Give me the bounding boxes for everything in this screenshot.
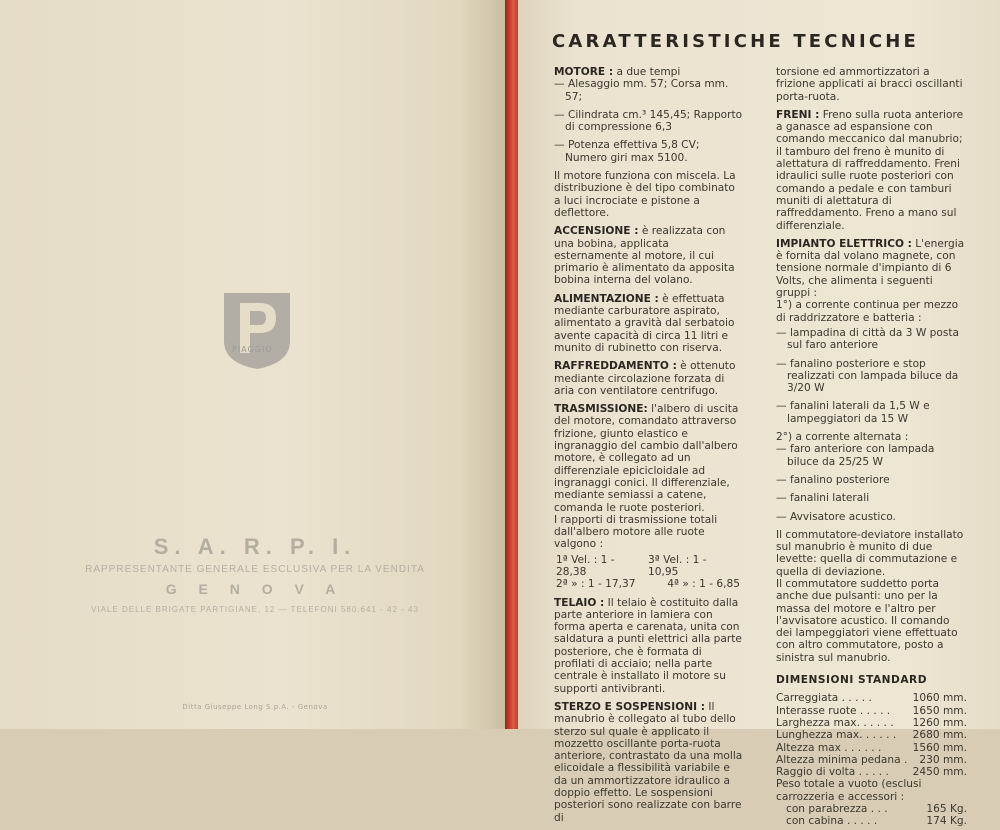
motore-section — [554, 66, 744, 78]
motore-text: a due tempi — [613, 66, 681, 78]
dim-row — [776, 729, 967, 741]
dim-row — [776, 766, 967, 778]
peso-row — [776, 815, 967, 827]
company-subtitle: RAPPRESENTANTE GENERALE ESCLUSIVA PER LA VENDITA — [85, 564, 425, 575]
dim-row — [776, 717, 967, 729]
dim-label: Lunghezza max. . . . . . — [776, 729, 897, 742]
group-1-item-a: — lampadina di città da 3 W posta sul faro anteriore — [776, 326, 960, 352]
telaio-section — [554, 597, 744, 695]
dim-row — [776, 692, 967, 704]
trasmissione-text: l'albero di uscita del motore, comandato attraverso frizione, giunto elastico e ingranaggio del cambio dall'albero motore, è collegato ad un differenziale epicicloidale ad ingranaggi conici. Il differenziale, mediante semiassi a catene, comanda le ruote posteriori. — [554, 403, 739, 514]
motore-line-1: — Alesaggio mm. 57; Corsa mm. 57; — [554, 78, 729, 103]
telaio-heading: TELAIO : — [554, 596, 605, 609]
sterzo-text: Il manubrio è collegato al tubo dello sterzo sul quale è applicato il mozzetto oscillante porta-ruota anteriore, contrastato da una molla elicoidale a flessibilità variabile e da un ammortizzatore idraulico a doppio effetto. Le sospensioni posteriori sono realizzate con barre di — [554, 700, 743, 824]
dim-label: Altezza max . . . . . . — [776, 741, 882, 754]
peso-label: con cabina . . . . . — [786, 815, 878, 828]
dim-row — [776, 754, 967, 766]
dim-value: 1260 mm. — [912, 716, 967, 729]
group-2-item-d: — Avvisatore acustico. — [776, 510, 896, 523]
accensione-text: è realizzata con una bobina, applicata esternamente al motore, il cui primario è alimentato da apposita bobina interna del volano. — [554, 225, 735, 287]
peso-value: 174 Kg. — [926, 815, 967, 828]
gear-3: 3ª Vel. : 1 - 10,95 — [648, 553, 707, 578]
alimentazione-section — [554, 293, 744, 354]
motore-line-3: — Potenza effettiva 5,8 CV; Numero giri max 5100. — [554, 139, 700, 164]
group-2: 2°) a corrente alternata : — [776, 431, 909, 444]
trasmissione-heading: TRASMISSIONE: — [554, 403, 648, 416]
dim-row — [776, 742, 967, 754]
accensione-section — [554, 225, 744, 286]
raffreddamento-heading: RAFFREDDAMENTO : — [554, 360, 677, 373]
commutatore-paragraph-2: Il commutatore suddetto porta anche due pulsanti: uno per la massa del motore e l'altro per l'avvisatore acustico. Il comando dei lampeggiatori viene effettuato con altro commutatore, posto a sinistra sul manubrio. — [776, 577, 958, 664]
accensione-heading: ACCENSIONE : — [554, 225, 639, 238]
telaio-text: Il telaio è costituito dalla parte anteriore in lamiera con forma aperta e carenata, unita con saldatura a punti elettrici alla parte posteriore, che è formata di profilati di acciaio; nella parte centrale è installato il motore su supporti antivibranti. — [554, 596, 742, 695]
group-1-item-c: — fanalini laterali da 1,5 W e lampeggiatori da 15 W — [776, 400, 930, 425]
impianto-heading: IMPIANTO ELETTRICO : — [776, 237, 912, 250]
gear-4: 4ª » : 1 - 6,85 — [667, 578, 740, 591]
alimentazione-text: è effettuata mediante carburatore aspirato, alimentato a gravità dal serbatoio avente capacità di circa 11 litri e munito di rubinetto con riserva. — [554, 292, 735, 354]
dim-label: Carreggiata . . . . . — [776, 692, 872, 705]
peso-value: 165 Kg. — [926, 803, 967, 816]
gear-2: 2ª » : 1 - 17,37 — [556, 578, 636, 591]
freni-section — [776, 109, 967, 232]
group-2-item-c: — fanalini laterali — [776, 492, 870, 505]
company-name: S. A. R. P. I. — [153, 534, 357, 559]
freni-heading: FRENI : — [776, 108, 820, 121]
commutatore-paragraph-1: Il commutatore-deviatore installato sul manubrio è munito di due levette: quella di commutazione e quella di deviazione. — [776, 528, 964, 578]
dim-value: 2450 mm. — [912, 766, 967, 779]
dim-label: Altezza minima pedana . — [776, 753, 908, 766]
dimensions-heading: DIMENSIONI STANDARD — [776, 674, 927, 687]
gear-ratio-row-2 — [554, 578, 744, 590]
dim-value: 2680 mm. — [912, 729, 967, 742]
freni-text: Freno sulla ruota anteriore a ganasce ad espansione con comando meccanico dal manubrio; il tamburo del freno è munito di alettatura di raffreddamento. Freni idraulici sulle ruote posteriori con comando a pedale e con tamburi muniti di alettatura di raffreddamento. Freno a mano sul differenziale. — [776, 108, 964, 232]
piaggio-logo-icon — [222, 291, 292, 371]
gear-1: 1ª Vel. : 1 - 28,38 — [556, 553, 615, 578]
alimentazione-heading: ALIMENTAZIONE : — [554, 292, 659, 305]
dimensions-table — [776, 692, 967, 827]
rapporti-text: I rapporti di trasmissione totali dall'albero motore alle ruote valgono : — [554, 513, 718, 551]
trasmissione-section — [554, 403, 744, 514]
dim-row — [776, 705, 967, 717]
column-right — [776, 66, 967, 828]
dim-label: Raggio di volta . . . . . — [776, 766, 889, 779]
red-spine — [505, 0, 519, 729]
dim-label: Larghezza max. . . . . . — [776, 716, 894, 729]
gear-ratio-row-1 — [554, 554, 744, 579]
impianto-section — [776, 238, 967, 299]
peso-label: con parabrezza . . . — [786, 803, 888, 816]
sterzo-heading: STERZO E SOSPENSIONI : — [554, 700, 705, 713]
peso-row — [776, 803, 967, 815]
left-page — [0, 0, 510, 729]
group-2-item-a: — faro anteriore con lampada biluce da 25/25 W — [776, 443, 935, 468]
dim-label: Interasse ruote . . . . . — [776, 704, 891, 717]
group-1-item-b: — fanalino posteriore e stop realizzati con lampada biluce da 3/20 W — [776, 357, 959, 395]
group-1: 1°) a corrente continua per mezzo di raddrizzatore e batteria : — [776, 299, 959, 324]
impianto-text: L'energia è fornita dal volano magnete, con tensione normale d'impianto di 6 Volts, che alimenta i seguenti gruppi : — [776, 237, 965, 300]
motore-heading: MOTORE : — [554, 66, 614, 78]
torsione-continuation: torsione ed ammortizzatori a frizione applicati ai bracci oscillanti porta-ruota. — [776, 66, 963, 103]
motore-line-2: — Cilindrata cm.³ 145,45; Rapporto di compressione 6,3 — [554, 108, 743, 134]
motore-paragraph: Il motore funziona con miscela. La distribuzione è del tipo combinato a luci incrociate e pistone a deflettore. — [554, 170, 736, 219]
dim-value: 1060 mm. — [912, 692, 967, 705]
dim-value: 230 mm. — [919, 753, 967, 766]
raffreddamento-section — [554, 360, 744, 397]
column-left — [554, 66, 744, 830]
group-2-item-b: — fanalino posteriore — [776, 473, 890, 486]
printer-credit: Ditta Giuseppe Long S.p.A. - Genova — [182, 703, 328, 711]
company-address: VIALE DELLE BRIGATE PARTIGIANE, 12 — TELEFONI 580.641 - 42 - 43 — [91, 605, 419, 614]
sterzo-section — [554, 701, 744, 824]
page-title: CARATTERISTICHE TECNICHE — [552, 31, 920, 52]
dim-value: 1650 mm. — [912, 704, 967, 717]
raffreddamento-text: è ottenuto mediante circolazione forzata di aria con ventilatore centrifugo. — [554, 360, 736, 397]
logo-text: PIAGGIO — [232, 345, 273, 354]
company-city: G E N O V A — [165, 581, 345, 597]
peso-heading: Peso totale a vuoto (esclusi carrozzeria e accessori : — [776, 778, 922, 803]
dim-value: 1560 mm. — [912, 741, 967, 754]
